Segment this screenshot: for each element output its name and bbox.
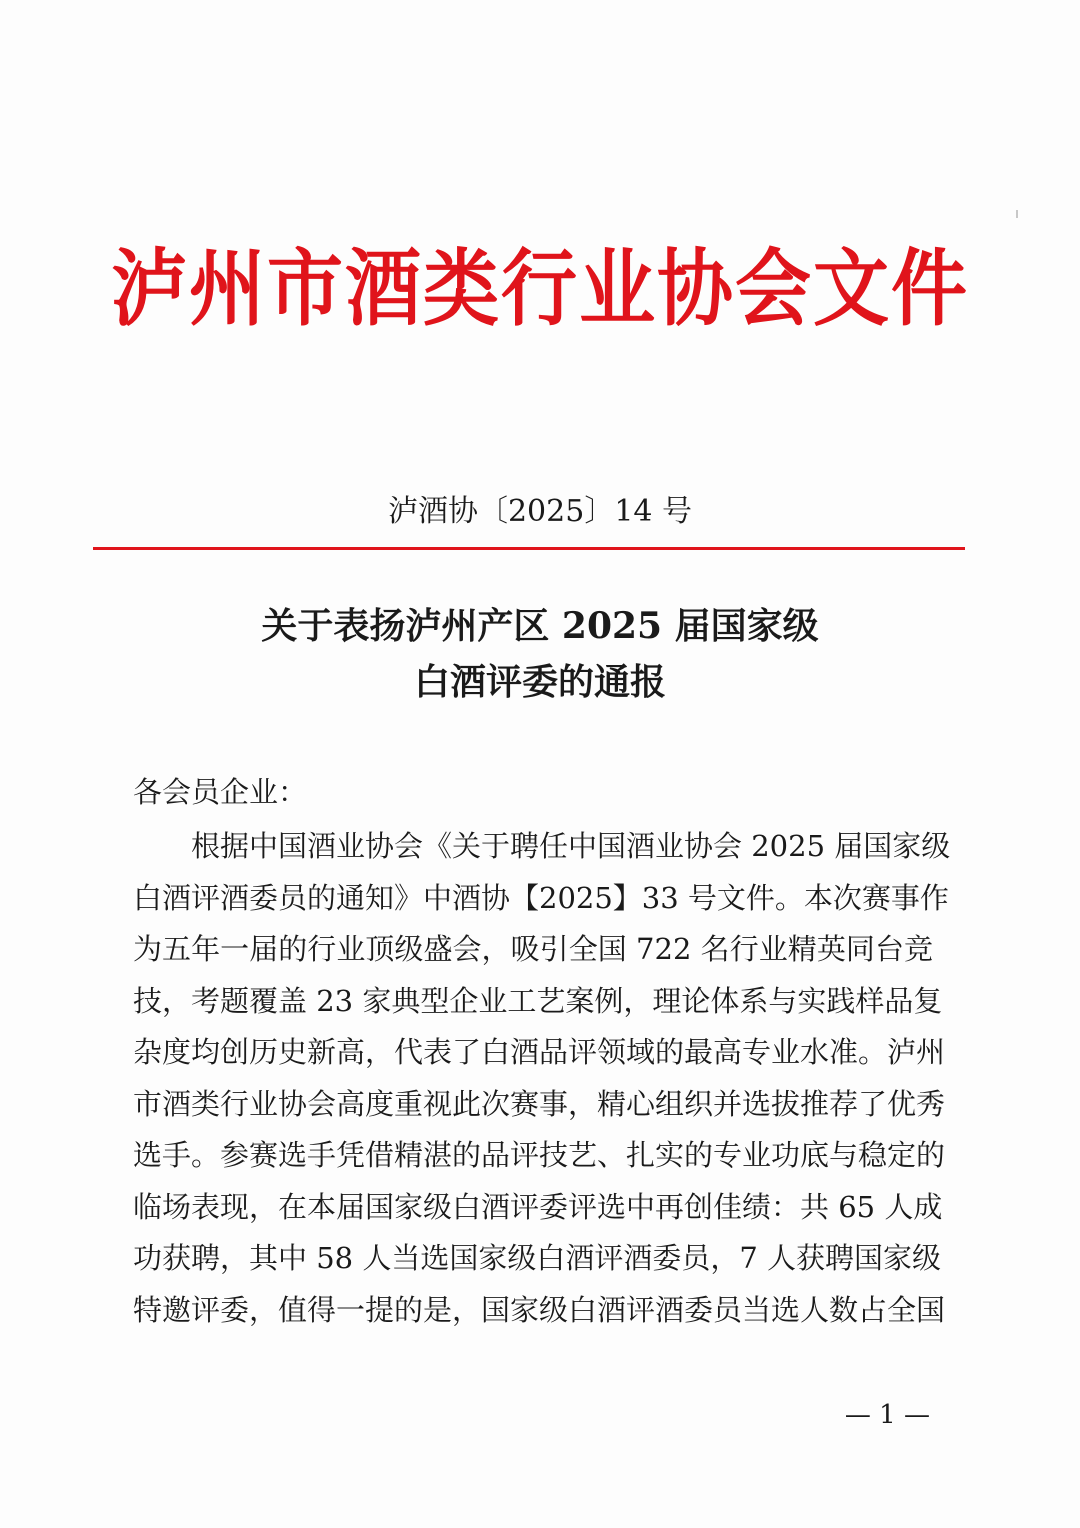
org-header-title: 泸州市酒类行业协会文件: [111, 239, 969, 338]
document-title: [0, 598, 1080, 710]
body-line-7: 选手。参赛选手凭借精湛的品评技艺、扎实的专业功底与稳定的: [133, 1138, 946, 1172]
body-line-6: 市酒类行业协会高度重视此次赛事，精心组织并选拔推荐了优秀: [133, 1086, 946, 1121]
page-number: — 1 —: [844, 1400, 930, 1430]
body-line-9: 功获聘，其中 58 人当选国家级白酒评酒委员，7 人获聘国家级: [133, 1241, 942, 1275]
body-line-2: 白酒评酒委员的通知》中酒协【2025】33 号文件。本次赛事作: [133, 880, 949, 915]
document-title-line-1: 关于表扬泸州产区 2025 届国家级: [261, 605, 819, 647]
body-line-3: 为五年一届的行业顶级盛会，吸引全国 722 名行业精英同台竞: [133, 932, 933, 966]
body-line-8: 临场表现，在本届国家级白酒评委评选中再创佳绩：共 65 人成: [133, 1189, 943, 1224]
body-line-1: 根据中国酒业协会《关于聘任中国酒业协会 2025 届国家级: [191, 829, 951, 863]
salutation: 各会员企业：: [133, 775, 308, 809]
document-number: 泸酒协〔2025〕14 号: [387, 494, 693, 529]
body-line-4: 技，考题覆盖 23 家典型企业工艺案例，理论体系与实践样品复: [133, 983, 943, 1018]
scan-artifact-mark: [1016, 210, 1018, 218]
body-line-5: 杂度均创历史新高，代表了白酒品评领域的最高专业水准。泸州: [133, 1035, 946, 1069]
body-line-10: 特邀评委，值得一提的是，国家级白酒评酒委员当选人数占全国: [133, 1292, 946, 1327]
red-divider-line: [93, 547, 965, 550]
body-paragraph: [133, 826, 951, 1341]
document-title-line-2: 白酒评委的通报: [413, 661, 666, 703]
